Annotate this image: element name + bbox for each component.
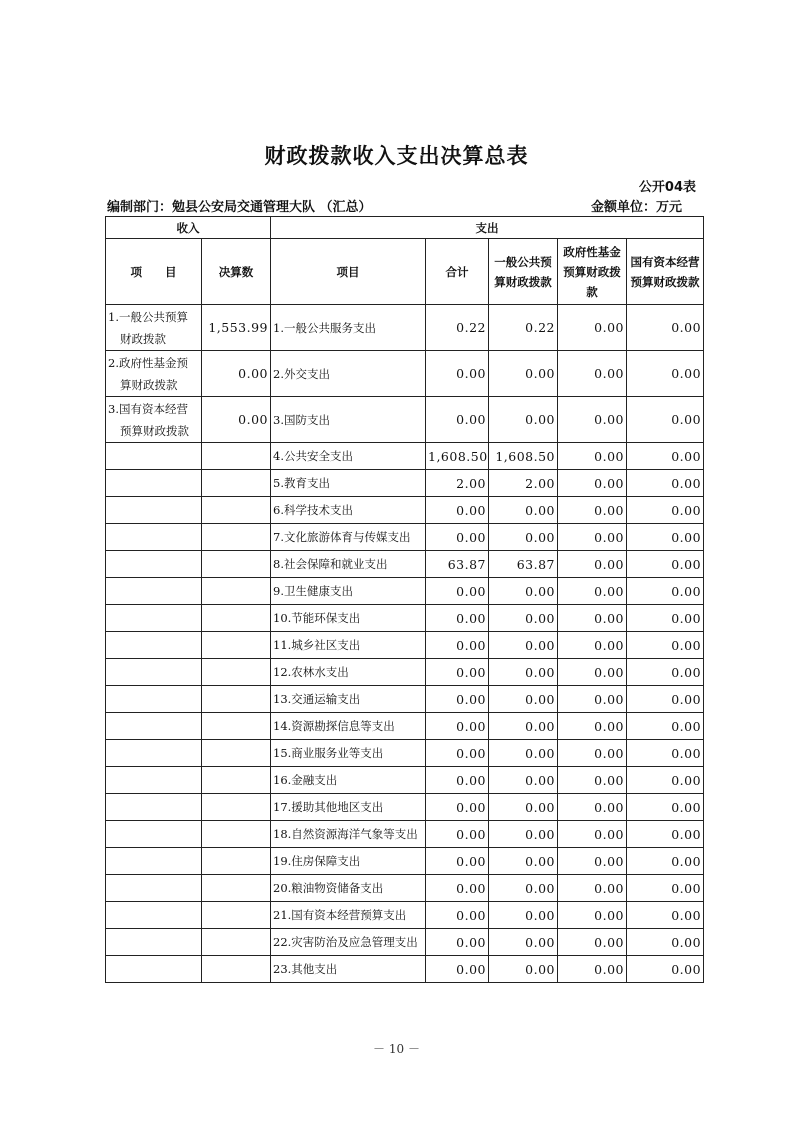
income-item-cell: [106, 397, 202, 443]
finance-table: [105, 216, 704, 983]
income-amount-cell: [202, 524, 271, 551]
state-capital-cell: 0.00: [627, 767, 704, 794]
expense-item-cell: 5.教育支出: [271, 470, 426, 497]
income-item-label-line2: 财政拨款: [120, 332, 166, 346]
total-cell: 0.00: [426, 821, 489, 848]
general-budget-cell: 0.00: [489, 713, 558, 740]
state-capital-cell: 0.00: [627, 902, 704, 929]
fund-budget-cell: 0.00: [558, 470, 627, 497]
state-capital-cell: 0.00: [627, 470, 704, 497]
expense-item-cell: 17.援助其他地区支出: [271, 794, 426, 821]
table-row: [106, 524, 704, 551]
expense-group-header: 支出: [271, 217, 704, 239]
fund-budget-cell: 0.00: [558, 578, 627, 605]
income-item-cell: [106, 875, 202, 902]
state-capital-cell: 0.00: [627, 551, 704, 578]
general-budget-cell: 0.00: [489, 497, 558, 524]
fund-budget-cell: 0.00: [558, 740, 627, 767]
total-cell: 0.22: [426, 305, 489, 351]
expense-item-cell: 3.国防支出: [271, 397, 426, 443]
income-amount-cell: 0.00: [202, 397, 271, 443]
expense-item-cell: 10.节能环保支出: [271, 605, 426, 632]
income-amount-cell: [202, 794, 271, 821]
general-budget-cell: 0.00: [489, 351, 558, 397]
state-capital-cell: 0.00: [627, 397, 704, 443]
income-item-label-line1: 2.政府性基金预: [108, 356, 188, 370]
table-row: [106, 848, 704, 875]
table-row: [106, 605, 704, 632]
total-cell: 0.00: [426, 794, 489, 821]
income-item-cell: [106, 848, 202, 875]
expense-item-cell: 8.社会保障和就业支出: [271, 551, 426, 578]
income-amount-cell: 1,553.99: [202, 305, 271, 351]
table-row: [106, 551, 704, 578]
total-cell: 0.00: [426, 713, 489, 740]
state-capital-cell: 0.00: [627, 605, 704, 632]
table-row: [106, 740, 704, 767]
table-row: [106, 794, 704, 821]
state-capital-cell: 0.00: [627, 821, 704, 848]
income-amount-cell: [202, 875, 271, 902]
income-item-cell: [106, 524, 202, 551]
table-row: [106, 305, 704, 351]
total-cell: 0.00: [426, 902, 489, 929]
general-budget-cell: 63.87: [489, 551, 558, 578]
table-body: [106, 217, 704, 983]
expense-item-cell: 6.科学技术支出: [271, 497, 426, 524]
income-amount-cell: [202, 578, 271, 605]
total-cell: 0.00: [426, 659, 489, 686]
income-item-cell: [106, 497, 202, 524]
fund-budget-cell: 0.00: [558, 956, 627, 983]
income-amount-cell: [202, 632, 271, 659]
income-amount-cell: [202, 605, 271, 632]
state-capital-cell: 0.00: [627, 848, 704, 875]
income-amount-cell: [202, 929, 271, 956]
state-capital-cell: 0.00: [627, 578, 704, 605]
fund-budget-cell: 0.00: [558, 397, 627, 443]
general-budget-cell: 0.00: [489, 821, 558, 848]
income-amount-cell: [202, 713, 271, 740]
page-title: 财政拨款收入支出决算总表: [264, 144, 529, 168]
total-cell: 0.00: [426, 686, 489, 713]
page-number: － 10 －: [373, 1042, 420, 1056]
expense-item-cell: 15.商业服务业等支出: [271, 740, 426, 767]
fund-budget-cell: 0.00: [558, 305, 627, 351]
expense-item-cell: 7.文化旅游体育与传媒支出: [271, 524, 426, 551]
income-item-label-line1: 3.国有资本经营: [108, 402, 188, 416]
fund-budget-cell: 0.00: [558, 686, 627, 713]
total-cell: 0.00: [426, 740, 489, 767]
state-capital-cell: 0.00: [627, 713, 704, 740]
fund-budget-cell: 0.00: [558, 848, 627, 875]
income-item-cell: [106, 686, 202, 713]
table-row: [106, 659, 704, 686]
general-budget-cell: 2.00: [489, 470, 558, 497]
income-amount-cell: [202, 848, 271, 875]
general-budget-cell: 0.00: [489, 902, 558, 929]
income-amount-cell: [202, 686, 271, 713]
expense-item-header: 项目: [271, 239, 426, 305]
income-amount-cell: [202, 497, 271, 524]
fund-budget-cell: 0.00: [558, 875, 627, 902]
expense-item-cell: 22.灾害防治及应急管理支出: [271, 929, 426, 956]
income-group-header: 收入: [106, 217, 271, 239]
fund-budget-cell: 0.00: [558, 929, 627, 956]
expense-item-cell: 9.卫生健康支出: [271, 578, 426, 605]
income-item-label-line2: 预算财政拨款: [120, 424, 189, 438]
state-capital-header: 国有资本经营预算财政拨款: [627, 239, 704, 305]
expense-item-cell: 20.粮油物资储备支出: [271, 875, 426, 902]
fund-budget-header: 政府性基金预算财政拨款: [558, 239, 627, 305]
fund-budget-cell: 0.00: [558, 794, 627, 821]
general-budget-cell: 0.00: [489, 632, 558, 659]
income-amount-cell: [202, 902, 271, 929]
fund-budget-cell: 0.00: [558, 713, 627, 740]
state-capital-cell: 0.00: [627, 686, 704, 713]
income-item-cell: [106, 632, 202, 659]
general-budget-cell: 0.00: [489, 767, 558, 794]
income-item-cell: [106, 659, 202, 686]
expense-item-cell: 13.交通运输支出: [271, 686, 426, 713]
total-cell: 0.00: [426, 956, 489, 983]
total-cell: 0.00: [426, 497, 489, 524]
fund-budget-cell: 0.00: [558, 551, 627, 578]
table-row: [106, 929, 704, 956]
income-item-cell: [106, 443, 202, 470]
general-budget-cell: 0.00: [489, 659, 558, 686]
table-row: [106, 875, 704, 902]
general-budget-cell: 0.00: [489, 794, 558, 821]
income-amount-cell: [202, 659, 271, 686]
total-cell: 0.00: [426, 578, 489, 605]
income-item-cell: [106, 470, 202, 497]
income-item-cell: [106, 605, 202, 632]
income-amount-cell: [202, 470, 271, 497]
table-row: [106, 578, 704, 605]
compiling-unit: 编制部门：勉县公安局交通管理大队 （汇总）: [107, 200, 372, 215]
expense-item-cell: 2.外交支出: [271, 351, 426, 397]
income-item-cell: [106, 821, 202, 848]
expense-item-cell: 16.金融支出: [271, 767, 426, 794]
total-cell: 0.00: [426, 875, 489, 902]
income-item-header: 项 目: [106, 239, 202, 305]
amount-unit: 金额单位：万元: [590, 200, 682, 215]
fund-budget-cell: 0.00: [558, 497, 627, 524]
total-cell: 0.00: [426, 767, 489, 794]
fund-budget-cell: 0.00: [558, 351, 627, 397]
expense-item-cell: 14.资源勘探信息等支出: [271, 713, 426, 740]
state-capital-cell: 0.00: [627, 740, 704, 767]
state-capital-cell: 0.00: [627, 632, 704, 659]
income-item-cell: [106, 794, 202, 821]
table-row: [106, 397, 704, 443]
state-capital-cell: 0.00: [627, 875, 704, 902]
total-cell: 0.00: [426, 605, 489, 632]
total-cell: 63.87: [426, 551, 489, 578]
fund-budget-cell: 0.00: [558, 443, 627, 470]
general-budget-header: 一般公共预算财政拨款: [489, 239, 558, 305]
income-amount-header: 决算数: [202, 239, 271, 305]
expense-item-cell: 4.公共安全支出: [271, 443, 426, 470]
general-budget-cell: 0.00: [489, 605, 558, 632]
table-row: [106, 767, 704, 794]
state-capital-cell: 0.00: [627, 305, 704, 351]
general-budget-cell: 0.22: [489, 305, 558, 351]
general-budget-cell: 0.00: [489, 524, 558, 551]
state-capital-cell: 0.00: [627, 929, 704, 956]
general-budget-cell: 0.00: [489, 929, 558, 956]
total-cell: 0.00: [426, 397, 489, 443]
income-item-cell: [106, 956, 202, 983]
state-capital-cell: 0.00: [627, 659, 704, 686]
expense-item-cell: 23.其他支出: [271, 956, 426, 983]
fund-budget-cell: 0.00: [558, 767, 627, 794]
general-budget-cell: 0.00: [489, 578, 558, 605]
general-budget-cell: 0.00: [489, 686, 558, 713]
income-item-cell: [106, 929, 202, 956]
income-amount-cell: [202, 956, 271, 983]
fund-budget-cell: 0.00: [558, 632, 627, 659]
general-budget-cell: 1,608.50: [489, 443, 558, 470]
income-amount-cell: [202, 551, 271, 578]
table-row: [106, 821, 704, 848]
general-budget-cell: 0.00: [489, 397, 558, 443]
general-budget-cell: 0.00: [489, 848, 558, 875]
income-item-label-line1: 1.一般公共预算: [108, 310, 188, 324]
income-item-cell: [106, 767, 202, 794]
fund-budget-cell: 0.00: [558, 902, 627, 929]
expense-item-cell: 1.一般公共服务支出: [271, 305, 426, 351]
column-header-row: [106, 239, 704, 305]
form-number: 公开04表: [638, 180, 696, 195]
state-capital-cell: 0.00: [627, 497, 704, 524]
income-amount-cell: 0.00: [202, 351, 271, 397]
fund-budget-cell: 0.00: [558, 821, 627, 848]
income-amount-cell: [202, 821, 271, 848]
state-capital-cell: 0.00: [627, 351, 704, 397]
table-row: [106, 956, 704, 983]
table-row: [106, 632, 704, 659]
total-cell: 0.00: [426, 929, 489, 956]
table-row: [106, 713, 704, 740]
total-cell: 0.00: [426, 848, 489, 875]
state-capital-cell: 0.00: [627, 956, 704, 983]
table-row: [106, 470, 704, 497]
total-cell: 0.00: [426, 524, 489, 551]
table-row: [106, 497, 704, 524]
total-header: 合计: [426, 239, 489, 305]
general-budget-cell: 0.00: [489, 875, 558, 902]
income-item-cell: [106, 713, 202, 740]
table-row: [106, 351, 704, 397]
expense-item-cell: 18.自然资源海洋气象等支出: [271, 821, 426, 848]
income-item-label-line2: 算财政拨款: [120, 378, 178, 392]
income-item-cell: [106, 351, 202, 397]
income-item-cell: [106, 578, 202, 605]
income-amount-cell: [202, 767, 271, 794]
total-cell: 2.00: [426, 470, 489, 497]
income-amount-cell: [202, 443, 271, 470]
group-header-row: [106, 217, 704, 239]
table-row: [106, 443, 704, 470]
income-item-cell: [106, 551, 202, 578]
income-item-cell: [106, 740, 202, 767]
state-capital-cell: 0.00: [627, 794, 704, 821]
expense-item-cell: 19.住房保障支出: [271, 848, 426, 875]
income-item-cell: [106, 305, 202, 351]
general-budget-cell: 0.00: [489, 956, 558, 983]
table-row: [106, 686, 704, 713]
table-row: [106, 902, 704, 929]
state-capital-cell: 0.00: [627, 443, 704, 470]
income-item-cell: [106, 902, 202, 929]
expense-item-cell: 11.城乡社区支出: [271, 632, 426, 659]
fund-budget-cell: 0.00: [558, 659, 627, 686]
fund-budget-cell: 0.00: [558, 524, 627, 551]
expense-item-cell: 12.农林水支出: [271, 659, 426, 686]
total-cell: 0.00: [426, 632, 489, 659]
state-capital-cell: 0.00: [627, 524, 704, 551]
total-cell: 1,608.50: [426, 443, 489, 470]
general-budget-cell: 0.00: [489, 740, 558, 767]
income-amount-cell: [202, 740, 271, 767]
expense-item-cell: 21.国有资本经营预算支出: [271, 902, 426, 929]
fund-budget-cell: 0.00: [558, 605, 627, 632]
total-cell: 0.00: [426, 351, 489, 397]
